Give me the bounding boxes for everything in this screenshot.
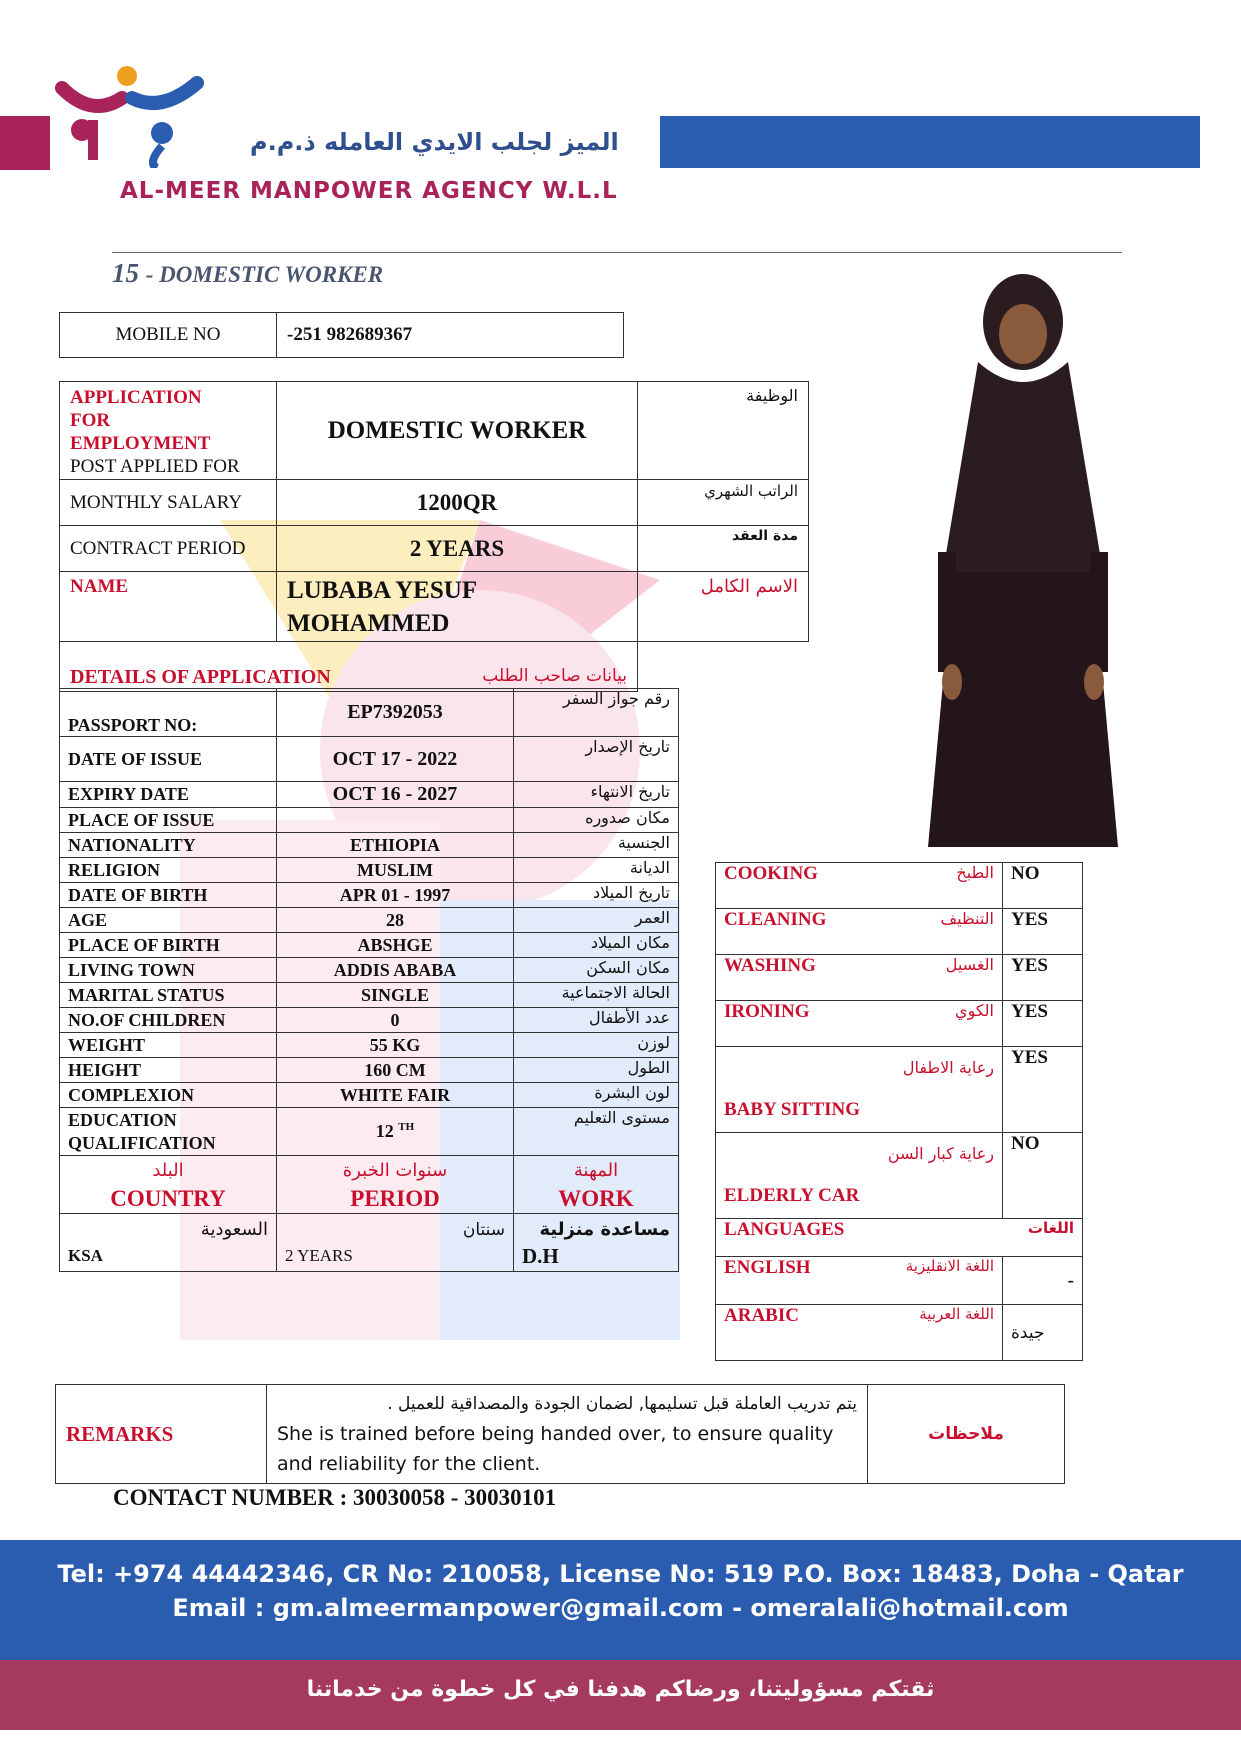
- post-applied-value: DOMESTIC WORKER: [277, 382, 638, 480]
- remarks-label-ar: ملاحظات: [868, 1385, 1065, 1484]
- skill-cleaning-value: YES: [1003, 909, 1083, 955]
- skill-elderly-ar: رعاية كبار السن: [887, 1144, 994, 1163]
- title-number: 15: [112, 258, 139, 288]
- name-label: NAME: [60, 572, 277, 642]
- education-value: [277, 1108, 514, 1156]
- details-header-ar: بيانات صاحب الطلب: [482, 666, 627, 686]
- application-label-black: POST APPLIED FOR: [70, 456, 240, 477]
- experience-work: [514, 1214, 679, 1272]
- languages-header: [716, 1219, 1083, 1257]
- birthplace-value: ABSHGE: [277, 933, 514, 958]
- children-value: 0: [277, 1008, 514, 1033]
- education-grade: 12: [375, 1121, 394, 1141]
- skill-cooking-ar: الطبخ: [956, 863, 994, 882]
- religion-label: RELIGION: [60, 858, 277, 883]
- country-header-ar: البلد: [152, 1159, 184, 1181]
- language-arabic-en: ARABIC: [724, 1305, 799, 1326]
- skill-cooking-en: COOKING: [724, 863, 818, 884]
- contract-ar: مدة العقد: [638, 526, 809, 572]
- contract-label: CONTRACT PERIOD: [60, 526, 277, 572]
- salary-label: MONTHLY SALARY: [60, 480, 277, 526]
- experience-period-en: 2 YEARS: [285, 1245, 353, 1265]
- nationality-label: NATIONALITY: [60, 833, 277, 858]
- footer-contact-line: Tel: +974 44442346, CR No: 210058, License No: 519 P.O. Box: 18483, Doha - Qatar: [57, 1560, 1184, 1588]
- name-line-1: LUBABA YESUF: [287, 576, 478, 604]
- marital-ar: الحالة الاجتماعية: [514, 983, 679, 1008]
- issue-date-ar: تاريخ الإصدار: [514, 737, 679, 782]
- experience-period-ar: سنتان: [462, 1219, 505, 1240]
- post-applied-ar: الوظيفة: [638, 382, 809, 480]
- skill-cooking-value: NO: [1003, 863, 1083, 909]
- period-header: [277, 1156, 514, 1214]
- expiry-value: OCT 16 - 2027: [277, 782, 514, 808]
- language-english-en: ENGLISH: [724, 1257, 811, 1278]
- contract-value: 2 YEARS: [277, 526, 638, 572]
- languages-header-ar: اللغات: [1027, 1219, 1074, 1237]
- passport-label: PASSPORT NO:: [60, 689, 277, 737]
- language-english-value: -: [1003, 1257, 1083, 1305]
- name-value: [277, 572, 638, 642]
- details-header: [60, 642, 638, 692]
- nationality-value: ETHIOPIA: [277, 833, 514, 858]
- skill-ironing-ar: الكوي: [955, 1001, 994, 1020]
- religion-ar: الديانة: [514, 858, 679, 883]
- agency-logo-icon: [52, 58, 212, 168]
- place-issue-ar: مكان صدوره: [514, 808, 679, 833]
- experience-country-ar: السعودية: [200, 1218, 268, 1240]
- skill-babysitting-en: BABY SITTING: [724, 1099, 861, 1120]
- dob-value: APR 01 - 1997: [277, 883, 514, 908]
- mobile-label: MOBILE NO: [60, 313, 277, 358]
- period-header-ar: سنوات الخبرة: [342, 1159, 448, 1181]
- page-title: [112, 258, 383, 289]
- work-header-en: WORK: [558, 1185, 634, 1211]
- experience-work-ar: مساعدة منزلية: [539, 1218, 670, 1240]
- skill-washing-en: WASHING: [724, 955, 816, 976]
- marital-label: MARITAL STATUS: [60, 983, 277, 1008]
- complexion-label: COMPLEXION: [60, 1083, 277, 1108]
- salary-value: 1200QR: [277, 480, 638, 526]
- header-accent-left: [0, 116, 50, 170]
- name-line-2: MOHAMMED: [287, 609, 450, 637]
- skill-ironing-value: YES: [1003, 1001, 1083, 1047]
- languages-header-en: LANGUAGES: [724, 1219, 845, 1240]
- skill-elderly-en: ELDERLY CAR: [724, 1185, 860, 1206]
- remarks-label: REMARKS: [56, 1385, 267, 1484]
- country-header-en: COUNTRY: [110, 1185, 226, 1211]
- name-ar: الاسم الكامل: [638, 572, 809, 642]
- age-ar: العمر: [514, 908, 679, 933]
- education-ar: مستوى التعليم: [514, 1108, 679, 1156]
- experience-country-en: KSA: [68, 1245, 103, 1265]
- weight-label: WEIGHT: [60, 1033, 277, 1058]
- period-header-en: PERIOD: [350, 1185, 440, 1211]
- skill-cleaning-en: CLEANING: [724, 909, 827, 930]
- header-accent-right: [660, 116, 1200, 168]
- children-label: NO.OF CHILDREN: [60, 1008, 277, 1033]
- skill-washing: [716, 955, 1003, 1001]
- skills-table: [715, 862, 1083, 1361]
- contact-number: CONTACT NUMBER : 30030058 - 30030101: [113, 1485, 557, 1510]
- remarks-text: [267, 1385, 868, 1484]
- living-town-value: ADDIS ABABA: [277, 958, 514, 983]
- mobile-value: -251 982689367: [277, 313, 624, 358]
- application-label-cell: [60, 382, 277, 480]
- skill-washing-value: YES: [1003, 955, 1083, 1001]
- weight-value: 55 KG: [277, 1033, 514, 1058]
- expiry-ar: تاريخ الانتهاء: [514, 782, 679, 808]
- issue-date-label: DATE OF ISSUE: [60, 737, 277, 782]
- remarks-text-ar: يتم تدريب العاملة قبل تسليمها, لضمان الجودة والمصداقية للعميل .: [387, 1394, 857, 1414]
- height-ar: الطول: [514, 1058, 679, 1083]
- education-label: EDUCATION QUALIFICATION: [60, 1108, 277, 1156]
- experience-country: [60, 1214, 277, 1272]
- remarks-text-en: She is trained before being handed over, to ensure quality and reliability for the client.: [277, 1423, 834, 1475]
- living-town-ar: مكان السكن: [514, 958, 679, 983]
- birthplace-ar: مكان الميلاد: [514, 933, 679, 958]
- logo-english-text: AL-MEER MANPOWER AGENCY W.L.L: [120, 178, 618, 204]
- divider: [112, 252, 1122, 253]
- skill-babysitting-ar: رعاية الاطفال: [902, 1058, 994, 1077]
- religion-value: MUSLIM: [277, 858, 514, 883]
- dob-ar: تاريخ الميلاد: [514, 883, 679, 908]
- details-header-en: DETAILS OF APPLICATION: [70, 666, 331, 688]
- mobile-table: [59, 312, 624, 358]
- complexion-ar: لون البشرة: [514, 1083, 679, 1108]
- work-header-ar: المهنة: [573, 1159, 619, 1181]
- expiry-label: EXPIRY DATE: [60, 782, 277, 808]
- title-text: - DOMESTIC WORKER: [145, 262, 384, 287]
- applicant-photo: [908, 272, 1138, 847]
- age-label: AGE: [60, 908, 277, 933]
- children-ar: عدد الأطفال: [514, 1008, 679, 1033]
- place-issue-value: [277, 808, 514, 833]
- living-town-label: LIVING TOWN: [60, 958, 277, 983]
- height-value: 160 CM: [277, 1058, 514, 1083]
- skill-cooking: [716, 863, 1003, 909]
- skill-cleaning-ar: التنظيف: [940, 909, 994, 928]
- country-header: [60, 1156, 277, 1214]
- skill-elderly-value: NO: [1003, 1133, 1083, 1219]
- skill-washing-ar: الغسيل: [945, 955, 994, 974]
- passport-ar: رقم جواز السفر: [514, 689, 679, 737]
- skill-elderly: [716, 1133, 1003, 1219]
- logo-arabic-text: الميز لجلب الايدي العامله ذ.م.م: [250, 128, 619, 156]
- dob-label: DATE OF BIRTH: [60, 883, 277, 908]
- complexion-value: WHITE FAIR: [277, 1083, 514, 1108]
- marital-value: SINGLE: [277, 983, 514, 1008]
- place-issue-label: PLACE OF ISSUE: [60, 808, 277, 833]
- experience-period: [277, 1214, 514, 1272]
- birthplace-label: PLACE OF BIRTH: [60, 933, 277, 958]
- nationality-ar: الجنسية: [514, 833, 679, 858]
- skill-babysitting-value: YES: [1003, 1047, 1083, 1133]
- skill-cleaning: [716, 909, 1003, 955]
- age-value: 28: [277, 908, 514, 933]
- skill-ironing-en: IRONING: [724, 1001, 810, 1022]
- language-arabic-value: جيدة: [1003, 1305, 1083, 1361]
- work-header: [514, 1156, 679, 1214]
- footer-slogan: ثقتكم مسؤوليتنا، ورضاكم هدفنا في كل خطوة من خدماتنا: [306, 1677, 935, 1702]
- language-english-ar: اللغة الانقليزية: [905, 1257, 994, 1275]
- issue-date-value: OCT 17 - 2022: [277, 737, 514, 782]
- skill-babysitting: [716, 1047, 1003, 1133]
- experience-work-en: D.H: [522, 1243, 559, 1268]
- passport-value: EP7392053: [277, 689, 514, 737]
- salary-ar: الراتب الشهري: [638, 480, 809, 526]
- height-label: HEIGHT: [60, 1058, 277, 1083]
- application-label-red: APPLICATION FOR EMPLOYMENT: [70, 387, 211, 454]
- education-suffix: TH: [398, 1121, 415, 1133]
- application-table: [59, 381, 809, 692]
- language-english: [716, 1257, 1003, 1305]
- details-table: [59, 688, 679, 1272]
- footer-email-line: Email : gm.almeermanpower@gmail.com - omeralali@hotmail.com: [172, 1594, 1069, 1622]
- language-arabic-ar: اللغة العربية: [919, 1305, 994, 1323]
- language-arabic: [716, 1305, 1003, 1361]
- weight-ar: لوزن: [514, 1033, 679, 1058]
- skill-ironing: [716, 1001, 1003, 1047]
- remarks-table: [55, 1384, 1065, 1484]
